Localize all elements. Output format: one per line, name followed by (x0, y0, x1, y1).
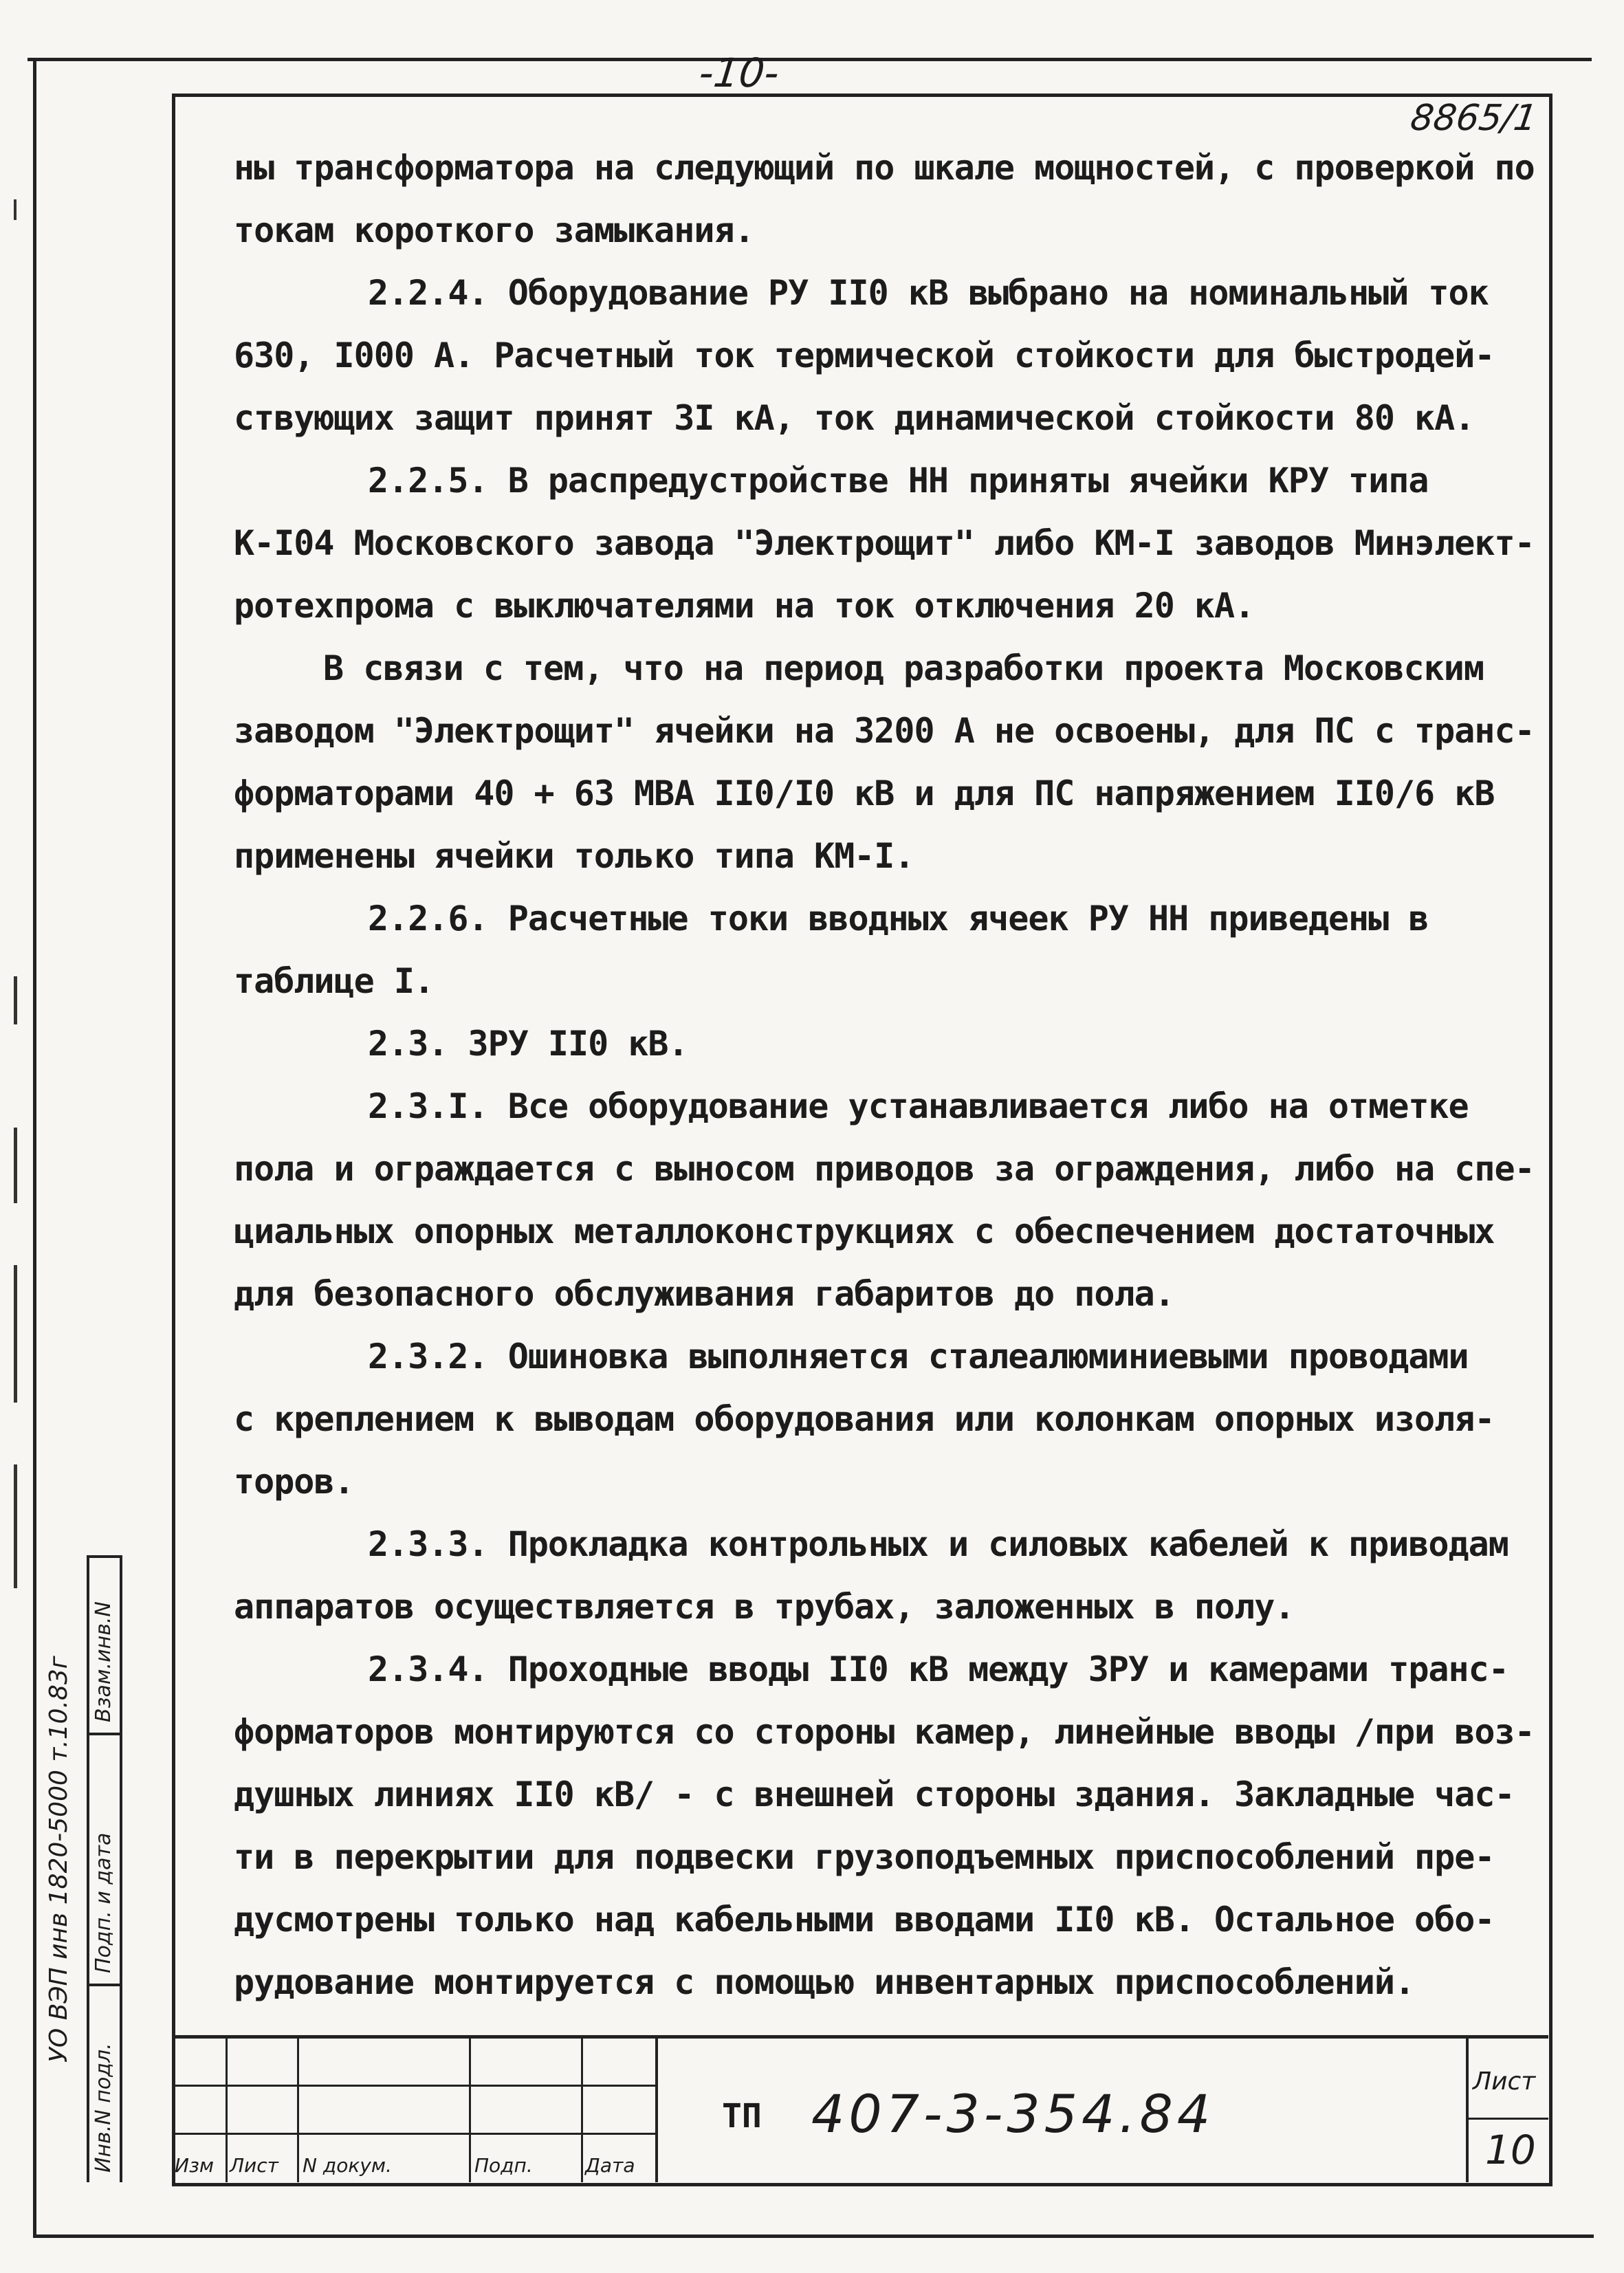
text-line: 2.3. ЗРУ II0 кВ. (368, 1024, 688, 1064)
text-line: с креплением к выводам оборудования или колонкам опорных изоля- (234, 1399, 1495, 1439)
outer-border-bottom (33, 2234, 1594, 2238)
text-line: таблице I. (234, 961, 435, 1001)
scan-mark (14, 1265, 17, 1403)
grid-row-line (172, 2085, 657, 2087)
text-line: циальных опорных металлоконструкциях с обеспечением достаточных (234, 1211, 1495, 1251)
scan-mark (14, 1128, 17, 1203)
stamp-label-inv-podl: Инв.N подл. (91, 2043, 116, 2173)
text-line: 2.2.6. Расчетные токи вводных ячеек РУ НН приведены в (368, 899, 1429, 938)
stamp-divider (87, 1733, 122, 1735)
text-line: пола и ограждается с выносом приводов за ограждения, либо на спе- (234, 1149, 1535, 1189)
grid-col-line (469, 2035, 471, 2182)
doc-number: 407-3-354.84 (811, 2083, 1215, 2144)
text-line: душных линиях II0 кВ/ - с внешней стороны здания. Закладные час- (234, 1775, 1515, 1814)
col-label-data: Дата (585, 2154, 635, 2177)
sheet-cell-border (1466, 2035, 1469, 2182)
text-line: рудование монтируется с помощью инвентарных приспособлений. (234, 1962, 1415, 2002)
page-number-top: -10- (696, 50, 782, 96)
text-line: 630, I000 А. Расчетный ток термической стойкости для быстродей- (234, 336, 1495, 375)
grid-col-line (226, 2035, 228, 2182)
stamp-border-left (87, 1555, 89, 2182)
sheet-cell-divider (1466, 2118, 1548, 2120)
text-line: токам короткого замыкания. (234, 210, 754, 250)
text-line: дусмотрены только над кабельными вводами II0 кВ. Остальное обо- (234, 1900, 1495, 1940)
text-line: для безопасного обслуживания габаритов до пола. (234, 1274, 1174, 1314)
text-line: 2.2.5. В распредустройстве НН приняты ячейки КРУ типа (368, 461, 1429, 501)
doc-prefix: ТП (722, 2097, 762, 2135)
text-line: торов. (234, 1462, 354, 1502)
scan-mark (14, 199, 17, 220)
text-line: аппаратов осуществляется в трубах, заложенных в полу. (234, 1587, 1295, 1627)
outer-border-left (33, 58, 36, 2237)
text-line: форматоров монтируются со стороны камер, линейные вводы /при воз- (234, 1712, 1535, 1752)
stamp-divider (87, 1984, 122, 1986)
sheet-label: Лист (1473, 2067, 1536, 2096)
text-line: форматорами 40 + 63 МВА II0/I0 кВ и для ПС напряжением II0/6 кВ (234, 773, 1495, 813)
scan-mark (14, 1464, 17, 1588)
stamp-label-podp-data: Подп. и дата (91, 1832, 116, 1973)
col-label-list: Лист (230, 2154, 278, 2177)
archive-number: 8865/1 (1407, 98, 1540, 139)
margin-handwritten-note: УО ВЭП инв 1820-5000 т.10.83г (45, 1656, 73, 2063)
stamp-label-vzam-inv: Взам.инв.N (91, 1601, 116, 1722)
text-line: ны трансформатора на следующий по шкале мощностей, с проверкой по (234, 148, 1535, 188)
grid-col-line (297, 2035, 299, 2182)
text-line: 2.2.4. Оборудование РУ II0 кВ выбрано на номинальный ток (368, 273, 1489, 313)
text-line: применены ячейки только типа КМ-I. (234, 836, 914, 876)
text-line: ти в перекрытии для подвески грузоподъемных приспособлений пре- (234, 1837, 1495, 1877)
col-label-podp: Подп. (474, 2154, 533, 2177)
text-line: К-I04 Московского завода "Электрощит" либо КМ-I заводов Минэлект- (234, 523, 1535, 563)
text-line: 2.3.4. Проходные вводы II0 кВ между ЗРУ и камерами транс- (368, 1649, 1508, 1689)
text-line: 2.3.3. Прокладка контрольных и силовых кабелей к приводам (368, 1524, 1508, 1564)
stamp-divider (87, 1555, 122, 1558)
outer-border-top (28, 58, 1592, 61)
stamp-border-right (120, 1555, 122, 2182)
text-line: 2.3.2. Ошиновка выполняется сталеалюминиевыми проводами (368, 1337, 1469, 1376)
text-line: ротехпрома с выключателями на ток отключения 20 кА. (234, 586, 1255, 626)
grid-row-line (172, 2133, 657, 2135)
grid-col-line (655, 2035, 658, 2182)
col-label-n-dokum: N докум. (303, 2154, 392, 2177)
sheet-number: 10 (1485, 2127, 1536, 2173)
text-line: В связи с тем, что на период разработки проекта Московским (323, 648, 1484, 688)
text-line: 2.3.I. Все оборудование устанавливается либо на отметке (368, 1086, 1469, 1126)
scan-mark (14, 976, 17, 1024)
text-line: заводом "Электрощит" ячейки на 3200 А не освоены, для ПС с транс- (234, 711, 1535, 751)
col-label-izm: Изм (175, 2154, 214, 2177)
grid-col-line (581, 2035, 583, 2182)
text-line: ствующих защит принят 3I кА, ток динамической стойкости 80 кА. (234, 398, 1475, 438)
title-block-top (172, 2035, 1548, 2039)
